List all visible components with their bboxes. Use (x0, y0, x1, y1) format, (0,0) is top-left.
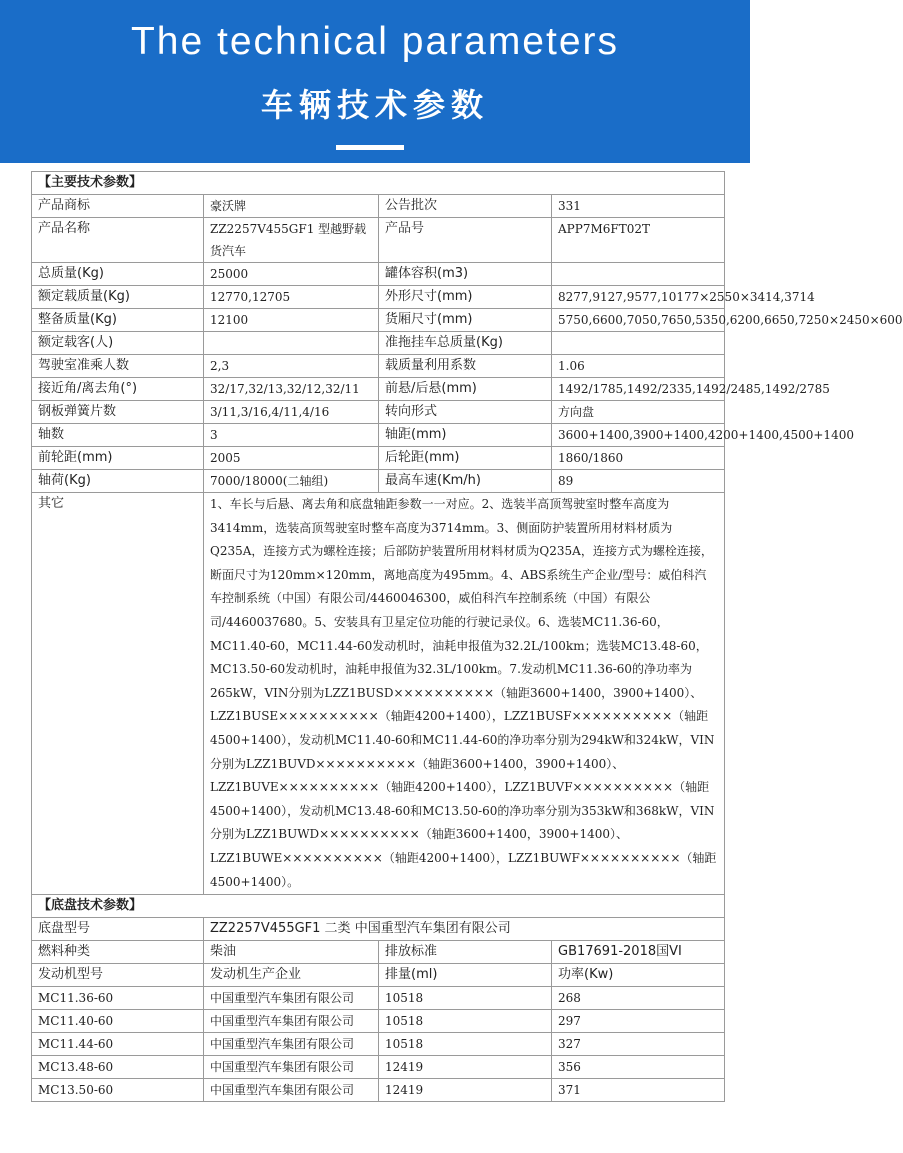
main-row (32, 447, 725, 470)
main-cell: 1492/1785,1492/2335,1492/2485,1492/2785 (552, 378, 725, 401)
main-cell: 钢板弹簧片数 (32, 401, 204, 424)
page-title-en: The technical parameters (130, 20, 620, 63)
other-label: 其它 (32, 493, 204, 895)
main-cell: 货厢尺寸(mm) (379, 309, 552, 332)
chassis-cell: 中国重型汽车集团有限公司 (204, 1056, 379, 1079)
chassis-model-label: 底盘型号 (32, 918, 204, 941)
chassis-row (32, 941, 725, 964)
main-row (32, 424, 725, 447)
main-cell: 外形尺寸(mm) (379, 286, 552, 309)
main-cell: 轴荷(Kg) (32, 470, 204, 493)
chassis-cell: MC13.48-60 (32, 1056, 204, 1079)
main-row (32, 218, 725, 263)
other-row (32, 493, 725, 895)
chassis-cell: 356 (552, 1056, 725, 1079)
main-cell: 轴数 (32, 424, 204, 447)
section-row-chassis (32, 895, 725, 918)
main-cell: ZZ2257V455GF1 型越野载货汽车 (204, 218, 379, 263)
main-cell: 罐体容积(m3) (379, 263, 552, 286)
main-cell: 89 (552, 470, 725, 493)
chassis-row (32, 1033, 725, 1056)
spec-table-wrapper (31, 171, 903, 1102)
main-cell: 后轮距(mm) (379, 447, 552, 470)
chassis-cell: GB17691-2018国VI (552, 941, 725, 964)
chassis-cell: 发动机生产企业 (204, 964, 379, 987)
chassis-row (32, 1079, 725, 1102)
main-cell: 公告批次 (379, 195, 552, 218)
main-cell (552, 263, 725, 286)
main-cell: 最高车速(Km/h) (379, 470, 552, 493)
main-cell: 3600+1400,3900+1400,4200+1400,4500+1400 (552, 424, 725, 447)
main-cell: 32/17,32/13,32/12,32/11 (204, 378, 379, 401)
main-cell: 331 (552, 195, 725, 218)
main-cell: 整备质量(Kg) (32, 309, 204, 332)
main-row (32, 263, 725, 286)
main-row (32, 309, 725, 332)
chassis-cell: 中国重型汽车集团有限公司 (204, 1079, 379, 1102)
main-cell: 7000/18000(二轴组) (204, 470, 379, 493)
main-cell: 方向盘 (552, 401, 725, 424)
chassis-cell: 10518 (379, 987, 552, 1010)
title-underline (336, 145, 404, 150)
main-cell: 转向形式 (379, 401, 552, 424)
chassis-cell: MC11.36-60 (32, 987, 204, 1010)
main-cell (204, 332, 379, 355)
main-row (32, 378, 725, 401)
main-cell: 产品名称 (32, 218, 204, 263)
chassis-cell: MC11.44-60 (32, 1033, 204, 1056)
main-cell: 额定载客(人) (32, 332, 204, 355)
chassis-cell: 中国重型汽车集团有限公司 (204, 1033, 379, 1056)
chassis-model-value: ZZ2257V455GF1 二类 中国重型汽车集团有限公司 (204, 918, 725, 941)
chassis-cell: 268 (552, 987, 725, 1010)
main-cell: APP7M6FT02T (552, 218, 725, 263)
main-cell: 2005 (204, 447, 379, 470)
chassis-cell: 发动机型号 (32, 964, 204, 987)
main-cell: 总质量(Kg) (32, 263, 204, 286)
main-row (32, 286, 725, 309)
main-cell: 载质量利用系数 (379, 355, 552, 378)
section-title-main: 【主要技术参数】 (32, 172, 725, 195)
main-cell: 1.06 (552, 355, 725, 378)
chassis-cell: 燃料种类 (32, 941, 204, 964)
chassis-model-row (32, 918, 725, 941)
chassis-cell: MC11.40-60 (32, 1010, 204, 1033)
main-cell: 轴距(mm) (379, 424, 552, 447)
chassis-cell: 371 (552, 1079, 725, 1102)
chassis-row (32, 1056, 725, 1079)
main-cell (552, 332, 725, 355)
main-cell: 3 (204, 424, 379, 447)
main-cell: 5750,6600,7050,7650,5350,6200,6650,7250×2450×600 (552, 309, 725, 332)
main-cell: 驾驶室准乘人数 (32, 355, 204, 378)
chassis-row (32, 1010, 725, 1033)
page-title-cn: 车辆技术参数 (260, 86, 489, 124)
main-cell: 1860/1860 (552, 447, 725, 470)
chassis-cell: 柴油 (204, 941, 379, 964)
main-cell: 25000 (204, 263, 379, 286)
chassis-cell: 10518 (379, 1033, 552, 1056)
chassis-row (32, 964, 725, 987)
spec-table (31, 171, 903, 1102)
other-text: 1、车长与后悬、离去角和底盘轴距参数一一对应。2、选装半高顶驾驶室时整车高度为3414mm，选装高顶驾驶室时整车高度为3714mm。3、侧面防护装置所用材料材质为Q235A，连接方式为螺栓连接；后部防护装置所用材料材质为Q235A，连接方式为螺栓连接，断面尺寸为120mm×120mm，离地高度为495mm。4、ABS系统生产企业/型号：威伯科汽车控制系统（中国）有限公司/4460046300，威伯科汽车控制系统（中国）有限公司/4460037680。5、安装具有卫星定位功能的行驶记录仪。6、选装MC11.36-60，MC11.40-60，MC11.44-60发动机时，油耗申报值为32.2L/100km；选装MC13.48-60，MC13.50-60发动机时，油耗申报值为32.3L/100km。7.发动机MC11.36-60的净功率为265kW，VIN分别为LZZ1BUSD××××××××××（轴距3600+1400，3900+1400）、LZZ1BUSE××××××××××（轴距4200+1400），LZZ1BUSF××××××××××（轴距4500+1400），发动机MC11.40-60和MC11.44-60的净功率分别为294kW和324kW，VIN分别为LZZ1BUVD××××××××××（轴距3600+1400，3900+1400）、LZZ1BUVE××××××××××（轴距4200+1400），LZZ1BUVF××××××××××（轴距4500+1400），发动机MC13.48-60和MC13.50-60的净功率分别为353kW和368kW，VIN分别为LZZ1BUWD××××××××××（轴距3600+1400，3900+1400）、LZZ1BUWE××××××××××（轴距4200+1400），LZZ1BUWF××××××××××（轴距4500+1400）。 (204, 493, 725, 895)
main-cell: 豪沃牌 (204, 195, 379, 218)
chassis-cell: 297 (552, 1010, 725, 1033)
chassis-cell: 排量(ml) (379, 964, 552, 987)
chassis-cell: 排放标准 (379, 941, 552, 964)
main-row (32, 332, 725, 355)
main-cell: 前悬/后悬(mm) (379, 378, 552, 401)
chassis-row (32, 987, 725, 1010)
main-row (32, 470, 725, 493)
chassis-cell: 中国重型汽车集团有限公司 (204, 1010, 379, 1033)
main-cell: 准拖挂车总质量(Kg) (379, 332, 552, 355)
header-banner (0, 0, 750, 163)
main-row (32, 401, 725, 424)
main-cell: 产品商标 (32, 195, 204, 218)
chassis-cell: 10518 (379, 1010, 552, 1033)
chassis-cell: 功率(Kw) (552, 964, 725, 987)
main-cell: 额定载质量(Kg) (32, 286, 204, 309)
main-cell: 12770,12705 (204, 286, 379, 309)
main-cell: 接近角/离去角(°) (32, 378, 204, 401)
chassis-cell: 中国重型汽车集团有限公司 (204, 987, 379, 1010)
chassis-cell: 12419 (379, 1056, 552, 1079)
main-cell: 2,3 (204, 355, 379, 378)
main-cell: 产品号 (379, 218, 552, 263)
section-title-chassis: 【底盘技术参数】 (32, 895, 725, 918)
main-row (32, 355, 725, 378)
chassis-cell: 327 (552, 1033, 725, 1056)
main-cell: 前轮距(mm) (32, 447, 204, 470)
main-cell: 12100 (204, 309, 379, 332)
chassis-cell: MC13.50-60 (32, 1079, 204, 1102)
section-row-main (32, 172, 725, 195)
main-row (32, 195, 725, 218)
chassis-cell: 12419 (379, 1079, 552, 1102)
main-cell: 3/11,3/16,4/11,4/16 (204, 401, 379, 424)
spec-table-body (32, 172, 903, 1102)
main-cell: 8277,9127,9577,10177×2550×3414,3714 (552, 286, 725, 309)
